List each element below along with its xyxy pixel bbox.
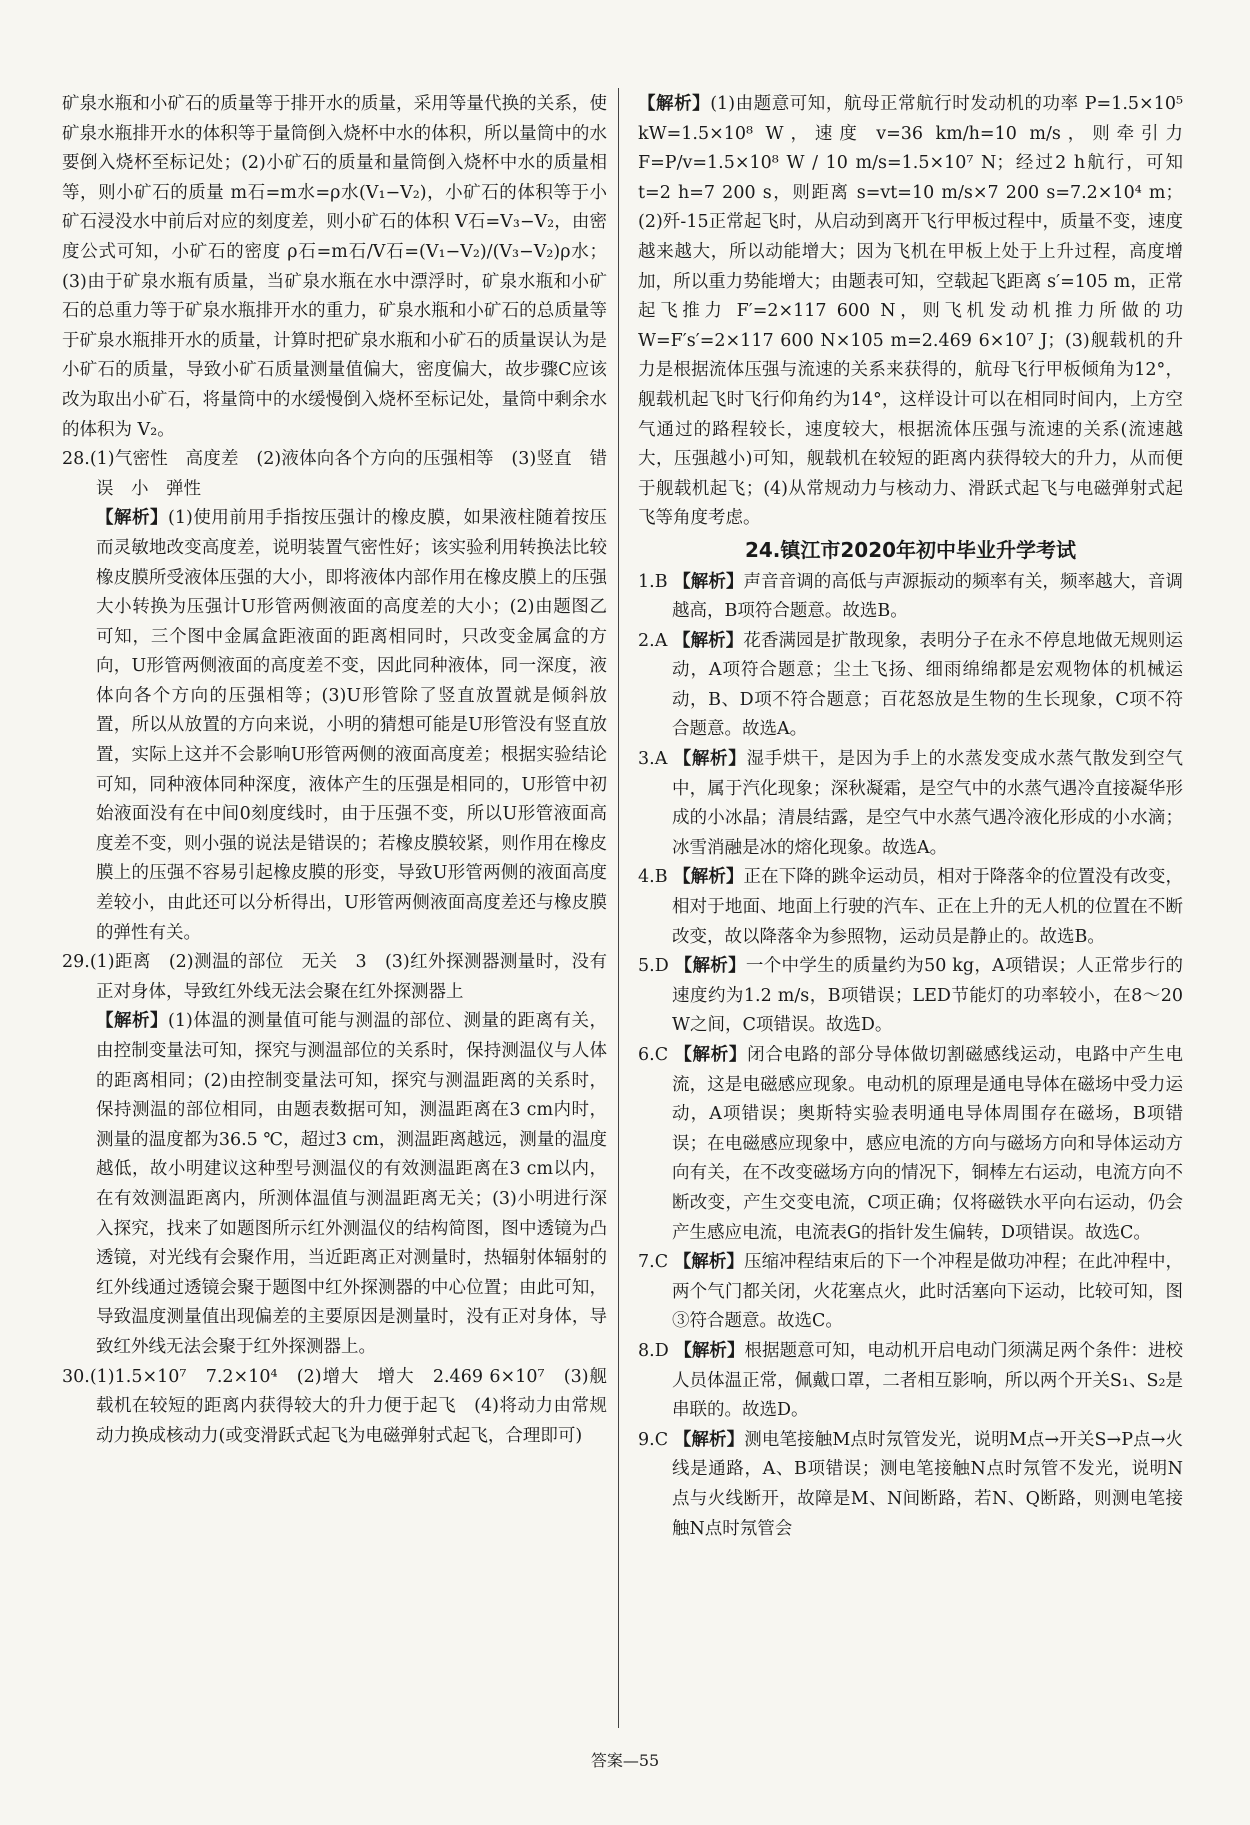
continued-analysis: 矿泉水瓶和小矿石的质量等于排开水的质量，采用等量代换的关系，使矿泉水瓶排开水的体积等于量筒倒入烧杯中水的体积，所以量筒中的水要倒入烧杯至标记处；(2)小矿石的质量和量筒倒入烧杯中水的质量相等，则小矿石的质量 m石=m水=ρ水(V₁−V₂)，小矿石的体积等于小矿石浸没水中前后对应的刻度差，则小矿石的体积 V石=V₃−V₂，由密度公式可知，小矿石的密度 ρ石=m石/V石=(V₁−V₂)/(V₃−V₂)ρ水；(3)由于矿泉水瓶有质量，当矿泉水瓶在水中漂浮时，矿泉水瓶和小矿石的总重力等于矿泉水瓶排开水的重力，矿泉水瓶和小矿石的总质量等于矿泉水瓶排开水的质量，计算时把矿泉水瓶和小矿石的质量误认为是小矿石的质量，导致小矿石质量测量值偏大，密度偏大，故步骤C应该改为取出小矿石，将量筒中的水缓慢倒入烧杯至标记处，量筒中剩余水的体积为 V₂。 — [62, 94, 607, 440]
analysis-tag: 【解析】 — [674, 956, 746, 977]
answer-item — [638, 1041, 1183, 1248]
answer-head: 4.B — [638, 867, 668, 888]
analysis-text: 花香满园是扩散现象，表明分子在永不停息地做无规则运动，A项符合题意；尘土飞扬、细雨绵绵都是宏观物体的机械运动，B、D项不符合题意；百花怒放是生物的生长现象，C项不符合题意。故选A。 — [672, 630, 1183, 740]
analysis-29-text: (1)体温的测量值可能与测温的部位、测量的距离有关，由控制变量法可知，探究与测温部位的关系时，保持测温仪与人体的距离相同；(2)由控制变量法可知，探究与测温距离的关系时，保持测温的部位相同，由题表数据可知，测温距离在3 cm内时，测量的温度都为36.5 ℃，超过3 cm，测温距离越远，测量的温度越低，故小明建议这种型号测温仪的有效测温距离在3 cm以内，在有效测温距离内，所测体温值与测温距离无关；(3)小明进行深入探究，找来了如题图所示红外测温仪的结构简图，图中透镜为凸透镜，对光线有会聚作用，当近距离正对测量时，热辐射体辐射的红外线通过透镜会聚于题图中红外探测器的中心位置；由此可知，导致温度测量值出现偏差的主要原因是测量时，没有正对身体，导致红外线无法会聚于红外探测器上。 — [96, 1011, 607, 1357]
answer-head: 1.B — [638, 571, 668, 592]
section-title: 24.镇江市2020年初中毕业升学考试 — [744, 537, 1077, 562]
analysis-tag: 【解析】 — [674, 1340, 745, 1361]
answer-list — [638, 568, 1183, 1545]
answer-head: 9.C — [638, 1429, 669, 1450]
analysis-tag: 【解析】 — [673, 749, 747, 770]
analysis-30-text: (1)由题意可知，航母正常航行时发动机的功率 P=1.5×10⁵ kW=1.5×10⁸ W，速度 v=36 km/h=10 m/s，则牵引力 F=P/v=1.5×10⁸ W / 10 m/s=1.5×10⁷ N；经过2 h航行，可知 t=2 h=7 200 s，则距离 s=vt=10 m/s×7 200 s=7.2×10⁴ m；(2)歼-15正常起飞时，从启动到离开飞行甲板过程中，质量不变，速度越来越大，所以动能增大；因为飞机在甲板上处于上升过程，高度增加，所以重力势能增大；由题表可知，空载起飞距离 s′=105 m，正常起飞推力 F′=2×117 600 N，则飞机发动机推力所做的功 W=F′s′=2×117 600 N×105 m=2.469 6×10⁷ J；(3)舰载机的升力是根据流体压强与流速的关系来获得的，航母飞行甲板倾角为12°，舰载机起飞时飞行仰角约为14°，这样设计可以在相同时间内，上方空气通过的路程较长，速度较大，根据流体压强与流速的关系(流速越大，压强越小)可知，舰载机在较短的距离内获得较大的升力，从而便于舰载机起飞；(4)从常规动力与核动力、滑跃式起飞与电磁弹射式起飞等角度考虑。 — [638, 94, 1183, 529]
page-number: 答案—55 — [590, 1751, 660, 1770]
analysis-28-text: (1)使用前用手指按压强计的橡皮膜，如果液柱随着按压而灵敏地改变高度差，说明装置气密性好；该实验利用转换法比较橡皮膜所受液体压强的大小，即将液体内部作用在橡皮膜上的压强大小转换为压强计U形管两侧液面的高度差的大小；(2)由题图乙可知，三个图中金属盒距液面的距离相同时，只改变金属盒的方向，U形管两侧液面的高度差不变，因此同种液体，同一深度，液体向各个方向的压强相等；(3)U形管除了竖直放置就是倾斜放置，所以从放置的方向来说，小明的猜想可能是U形管没有竖直放置，实际上这并不会影响U形管两侧的液面高度差；根据实验结论可知，同种液体同种深度，液体产生的压强是相同的，U形管中初始液面没有在中间0刻度线时，由于压强不变，所以U形管液面高度差不变，则小强的说法是错误的；若橡皮膜较紧，则作用在橡皮膜上的压强不容易引起橡皮膜的形变，导致U形管两侧的液面高度差较小，由此还可以分析得出，U形管两侧液面高度差还与橡皮膜的弹性有关。 — [96, 508, 607, 943]
analysis-tag: 【解析】 — [96, 1011, 169, 1032]
analysis-tag: 【解析】 — [673, 571, 744, 592]
analysis-tag: 【解析】 — [673, 630, 744, 651]
analysis-text: 湿手烘干，是因为手上的水蒸发变成水蒸气散发到空气中，属于汽化现象；深秋凝霜，是空气中的水蒸气遇冷直接凝华形成的小冰晶；清晨结露，是空气中水蒸气遇冷液化形成的小水滴；冰雪消融是冰的熔化现象。故选A。 — [672, 749, 1183, 858]
answer-item — [638, 745, 1183, 863]
analysis-28 — [62, 504, 607, 948]
analysis-text: 声音音调的高低与声源振动的频率有关，频率越大，音调越高，B项符合题意。故选B。 — [672, 571, 1183, 622]
analysis-tag: 【解析】 — [673, 867, 744, 888]
answer-30: 30.(1)1.5×10⁷ 7.2×10⁴ (2)增大 增大 2.469 6×10⁷ (3)舰载机在较短的距离内获得较大的升力便于起飞 (4)将动力由常规动力换成核动力(或变滑跃式起飞为电磁弹射式起飞，合理即可) — [62, 1366, 607, 1446]
analysis-tag: 【解析】 — [674, 1045, 748, 1065]
analysis-text: 压缩冲程结束后的下一个冲程是做功冲程；在此冲程中，两个气门都关闭，火花塞点火，此时活塞向下运动，比较可知，图③符合题意。故选C。 — [672, 1252, 1184, 1332]
answer-item — [638, 627, 1183, 745]
answer-item — [638, 1337, 1183, 1426]
answer-head: 7.C — [638, 1252, 669, 1273]
answer-item — [638, 1248, 1183, 1337]
analysis-30 — [638, 90, 1183, 534]
answer-head: 6.C — [638, 1045, 669, 1065]
answer-head: 2.A — [638, 630, 668, 651]
answer-head: 8.D — [638, 1340, 669, 1361]
analysis-text: 闭合电路的部分导体做切割磁感线运动，电路中产生电流，这是电磁感应现象。电动机的原理是通电导体在磁场中受力运动，A项错误；奥斯特实验表明通电导体周围存在磁场，B项错误；在电磁感应现象中，感应电流的方向与磁场方向和导体运动方向有关，在不改变磁场方向的情况下，铜棒左右运动，电流方向不断改变，产生交变电流，C项正确；仅将磁铁水平向右运动，仍会产生感应电流，电流表G的指针发生偏转，D项错误。故选C。 — [672, 1045, 1183, 1243]
answer-head: 3.A — [638, 749, 668, 770]
analysis-tag: 【解析】 — [96, 508, 169, 529]
analysis-text: 一个中学生的质量约为50 kg，A项错误；人正常步行的速度约为1.2 m/s，B项错误；LED节能灯的功率较小，在8～20 W之间，C项错误。故选D。 — [672, 956, 1183, 1036]
analysis-tag: 【解析】 — [673, 1252, 744, 1273]
analysis-29 — [62, 1007, 607, 1362]
analysis-tag: 【解析】 — [638, 94, 711, 114]
left-column — [62, 90, 607, 1451]
answer-item — [638, 1426, 1183, 1544]
analysis-text: 测电笔接触M点时氖管发光，说明M点→开关S→P点→火线是通路，A、B项错误；测电笔接触N点时氖管不发光，说明N点与火线断开，故障是M、N间断路，若N、Q断路，则测电笔接触N点时氖管会 — [672, 1429, 1183, 1539]
answer-28: 28.(1)气密性 高度差 (2)液体向各个方向的压强相等 (3)竖直 错误 小 弹性 — [62, 449, 607, 499]
analysis-tag: 【解析】 — [673, 1429, 745, 1450]
right-column — [638, 90, 1183, 1544]
column-divider — [618, 88, 619, 1728]
answer-29: 29.(1)距离 (2)测温的部位 无关 3 (3)红外探测器测量时，没有正对身体，导致红外线无法会聚在红外探测器上 — [62, 952, 607, 1002]
answer-item — [638, 952, 1183, 1041]
analysis-text: 根据题意可知，电动机开启电动门须满足两个条件：进校人员体温正常，佩戴口罩，二者相互影响，所以两个开关S₁、S₂是串联的。故选D。 — [672, 1340, 1183, 1421]
answer-head: 5.D — [638, 956, 669, 977]
analysis-text: 正在下降的跳伞运动员，相对于降落伞的位置没有改变，相对于地面、地面上行驶的汽车、正在上升的无人机的位置在不断改变，故以降落伞为参照物，运动员是静止的。故选B。 — [672, 867, 1183, 947]
answer-item — [638, 863, 1183, 952]
answer-item — [638, 568, 1183, 627]
